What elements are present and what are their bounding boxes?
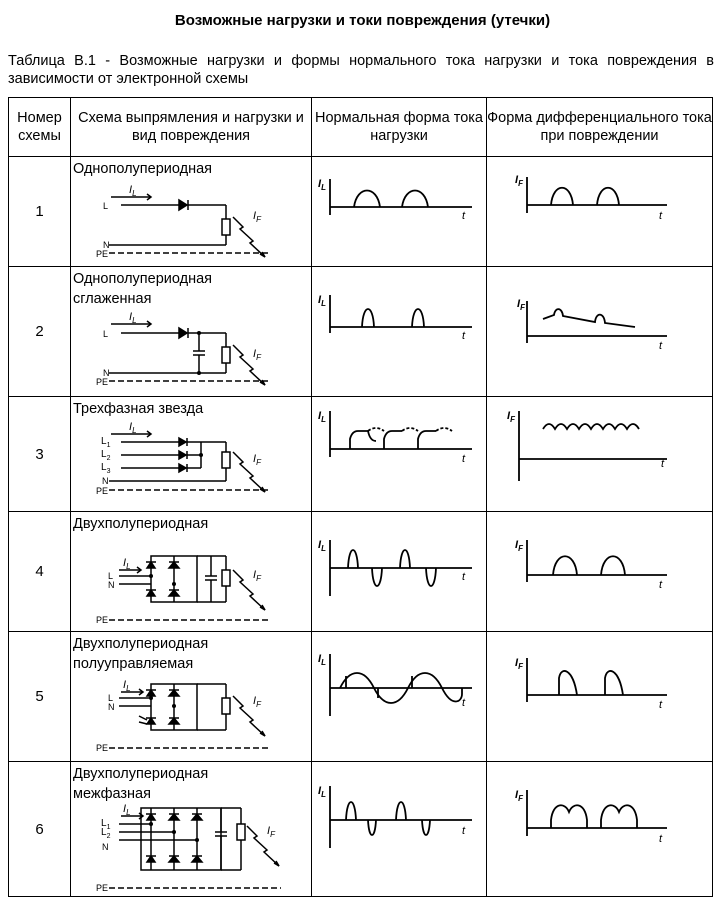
normal-wave-cell xyxy=(312,512,487,632)
svg-text:t: t xyxy=(462,453,466,465)
svg-text:t: t xyxy=(659,579,663,591)
table-row xyxy=(9,762,713,897)
svg-text:IL: $I_L$ xyxy=(318,410,326,424)
table-row xyxy=(9,267,713,397)
row-number: 6 xyxy=(9,762,71,897)
fault-waveform-4 xyxy=(487,512,713,632)
scheme-label: Двухполупериодная полууправляемая xyxy=(73,636,209,672)
normal-wave-cell xyxy=(312,157,487,267)
svg-text:L1: $L_1$ xyxy=(101,818,111,831)
svg-text:t: t xyxy=(462,330,466,342)
scheme-cell xyxy=(71,632,312,762)
normal-wave-cell xyxy=(312,267,487,397)
fault-waveform-6 xyxy=(487,762,713,897)
normal-waveform-4 xyxy=(312,512,487,632)
svg-text:PE: PE xyxy=(96,249,109,259)
svg-text:t: t xyxy=(462,825,466,837)
svg-text:IL: $I_L$ xyxy=(129,421,137,435)
svg-text:N: N xyxy=(108,580,115,590)
svg-text:IL: $I_L$ xyxy=(318,785,326,799)
table-caption: Таблица В.1 - Возможные нагрузки и формы нормального тока нагрузки и тока повреждения в зависимости от электронной схемы xyxy=(8,53,714,87)
normal-wave-cell xyxy=(312,762,487,897)
row-number: 2 xyxy=(9,267,71,397)
svg-text:PE: PE xyxy=(96,615,109,625)
svg-text:N: N xyxy=(108,702,115,712)
svg-text:IF: $I_F$ xyxy=(253,569,261,583)
table-row xyxy=(9,632,713,762)
svg-text:N: N xyxy=(103,240,110,250)
svg-text:IL: $I_L$ xyxy=(318,539,326,553)
svg-text:N: N xyxy=(103,368,110,378)
header-normal: Нормальная форма тока нагрузки xyxy=(312,98,487,157)
svg-text:N: N xyxy=(102,842,109,852)
axis-label-if: $I_F$ xyxy=(515,174,523,188)
fault-wave-cell xyxy=(487,512,713,632)
scheme-cell xyxy=(71,762,312,897)
normal-wave-cell xyxy=(312,397,487,512)
svg-text:L3: $L_3$ xyxy=(101,462,111,475)
header-num: Номер схемы xyxy=(9,98,71,157)
fault-waveform-5 xyxy=(487,632,713,762)
scheme-cell xyxy=(71,512,312,632)
circuit-diagram-6 xyxy=(71,762,312,897)
svg-text:IL: $I_L$ xyxy=(123,803,131,817)
table-row xyxy=(9,157,713,267)
row-number: 1 xyxy=(9,157,71,267)
scheme-label: Двухполупериодная xyxy=(73,516,209,532)
header-fault: Форма дифференциального тока при повреждении xyxy=(487,98,713,157)
svg-text:PE: PE xyxy=(96,486,109,496)
fault-waveform-2 xyxy=(487,267,713,397)
table-header-row xyxy=(9,98,713,157)
normal-waveform-5 xyxy=(312,632,487,762)
svg-text:t: t xyxy=(659,833,663,845)
svg-text:IF: $I_F$ xyxy=(253,348,261,362)
svg-text:IL: $I_L$ xyxy=(318,653,326,667)
svg-text:PE: PE xyxy=(96,377,109,387)
normal-waveform-6 xyxy=(312,762,487,897)
svg-text:IL: $I_L$ xyxy=(318,294,326,308)
loads-table xyxy=(8,97,713,897)
scheme-label: Двухполупериодная межфазная xyxy=(73,766,209,802)
svg-text:L: L xyxy=(108,693,114,703)
svg-text:t: t xyxy=(661,458,665,470)
circuit-diagram-2 xyxy=(71,267,312,397)
axis-label-il: $I_L$ xyxy=(318,178,326,192)
header-scheme: Схема выпрямления и нагрузки и вид повреждения xyxy=(71,98,312,157)
normal-waveform-3 xyxy=(312,397,487,512)
fault-wave-cell xyxy=(487,762,713,897)
scheme-label: Однополупериодная сглаженная xyxy=(73,271,213,307)
row-number: 3 xyxy=(9,397,71,512)
svg-text:L: L xyxy=(108,571,114,581)
fault-waveform-3 xyxy=(487,397,713,512)
svg-text:t: t xyxy=(659,699,663,711)
scheme-cell xyxy=(71,397,312,512)
svg-text:IF: $I_F$ xyxy=(507,410,515,424)
normal-waveform-2 xyxy=(312,267,487,397)
fault-waveform-1 xyxy=(487,157,713,267)
table-row xyxy=(9,397,713,512)
row-number: 4 xyxy=(9,512,71,632)
circuit-diagram-1 xyxy=(71,157,312,267)
symbol-il: $I_L$ xyxy=(129,184,137,198)
svg-text:IF: $I_F$ xyxy=(253,695,261,709)
svg-text:IF: $I_F$ xyxy=(515,539,523,553)
svg-text:L: L xyxy=(103,201,109,211)
svg-text:t: t xyxy=(659,340,663,352)
scheme-label: Трехфазная звезда xyxy=(73,401,204,417)
svg-text:IF: $I_F$ xyxy=(515,789,523,803)
svg-text:L: L xyxy=(103,329,109,339)
scheme-cell xyxy=(71,267,312,397)
symbol-if: $I_F$ xyxy=(253,210,261,224)
row-number: 5 xyxy=(9,632,71,762)
svg-text:PE: PE xyxy=(96,743,109,753)
svg-text:IL: $I_L$ xyxy=(129,311,137,325)
svg-text:IF: $I_F$ xyxy=(253,453,261,467)
fault-wave-cell xyxy=(487,397,713,512)
svg-text:PE: PE xyxy=(96,883,109,893)
svg-text:IF: $I_F$ xyxy=(517,298,525,312)
svg-text:IF: $I_F$ xyxy=(267,825,275,839)
normal-wave-cell xyxy=(312,632,487,762)
svg-text:L1: $L_1$ xyxy=(101,436,111,449)
table-row xyxy=(9,512,713,632)
svg-text:N: N xyxy=(102,476,109,486)
svg-text:IL: $I_L$ xyxy=(123,557,131,571)
normal-waveform-1 xyxy=(312,157,487,267)
page-title: Возможные нагрузки и токи повреждения (утечки) xyxy=(174,12,551,29)
svg-text:L2: $L_2$ xyxy=(101,827,111,840)
circuit-diagram-4 xyxy=(71,512,312,632)
fault-wave-cell xyxy=(487,632,713,762)
svg-text:IL: $I_L$ xyxy=(123,679,131,693)
svg-text:t: t xyxy=(659,210,663,222)
svg-text:L2: $L_2$ xyxy=(101,449,111,462)
fault-wave-cell xyxy=(487,267,713,397)
circuit-diagram-5 xyxy=(71,632,312,762)
svg-text:t: t xyxy=(462,571,466,583)
axis-label-t: t xyxy=(462,210,466,222)
scheme-label: Однополупериодная xyxy=(73,161,213,177)
svg-text:t: t xyxy=(462,697,466,709)
circuit-diagram-3 xyxy=(71,397,312,512)
fault-wave-cell xyxy=(487,157,713,267)
scheme-cell xyxy=(71,157,312,267)
svg-text:IF: $I_F$ xyxy=(515,657,523,671)
